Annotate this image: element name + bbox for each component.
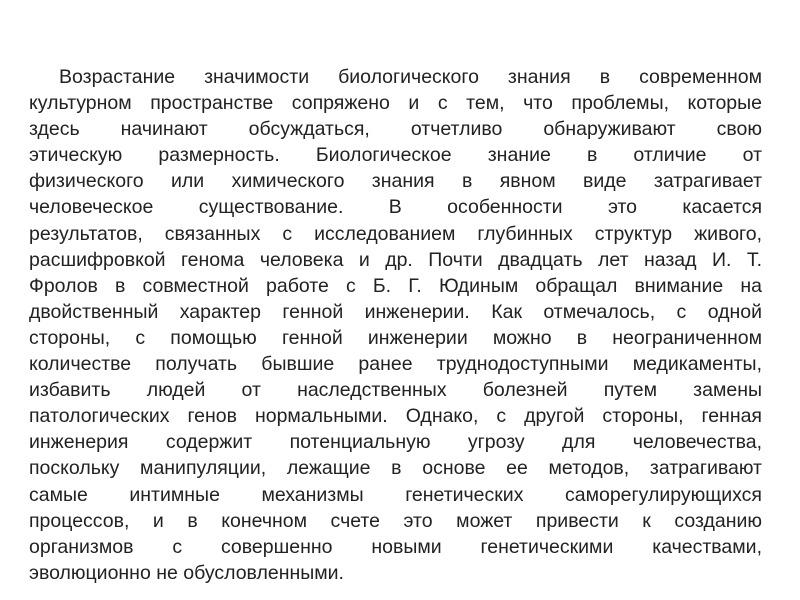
- text-line: человеческое существование. В особенности это касается: [29, 196, 762, 219]
- text-line: Фролов в совместной работе с Б. Г. Юдиным обращал внимание на: [29, 274, 762, 297]
- text-line: этическую размерность. Биологическое знание в отличие от: [29, 144, 762, 167]
- text-line: культурном пространстве сопряжено и с тем, что проблемы, которые: [29, 92, 762, 115]
- text-line: эволюционно не обусловленными.: [29, 561, 344, 584]
- text-line: физического или химического знания в явном виде затрагивает: [29, 170, 762, 193]
- text-line: Возрастание значимости биологического знания в современном: [59, 66, 762, 88]
- text-line: поскольку манипуляции, лежащие в основе ее методов, затрагивают: [29, 457, 762, 480]
- paragraph: [29, 64, 762, 586]
- text-line: патологических генов нормальными. Однако, с другой стороны, генная: [29, 405, 762, 428]
- text-line: здесь начинают обсуждаться, отчетливо обнаруживают свою: [29, 118, 762, 141]
- text-line: избавить людей от наследственных болезней путем замены: [29, 379, 762, 402]
- text-line: расшифровкой генома человека и др. Почти двадцать лет назад И. Т.: [29, 248, 762, 271]
- text-line: количестве получать бывшие ранее труднодоступными медикаменты,: [29, 353, 762, 376]
- text-line: организмов с совершенно новыми генетическими качествами,: [29, 535, 762, 558]
- text-line: самые интимные механизмы генетических саморегулирующихся: [29, 483, 762, 506]
- text-line: инженерия содержит потенциальную угрозу для человечества,: [29, 431, 762, 454]
- text-line: стороны, с помощью генной инженерии можно в неограниченном: [29, 326, 762, 349]
- text-line: результатов, связанных с исследованием глубинных структур живого,: [29, 222, 762, 245]
- text-line: двойственный характер генной инженерии. Как отмечалось, с одной: [29, 300, 762, 323]
- text-line: процессов, и в конечном счете это может привести к созданию: [29, 509, 762, 532]
